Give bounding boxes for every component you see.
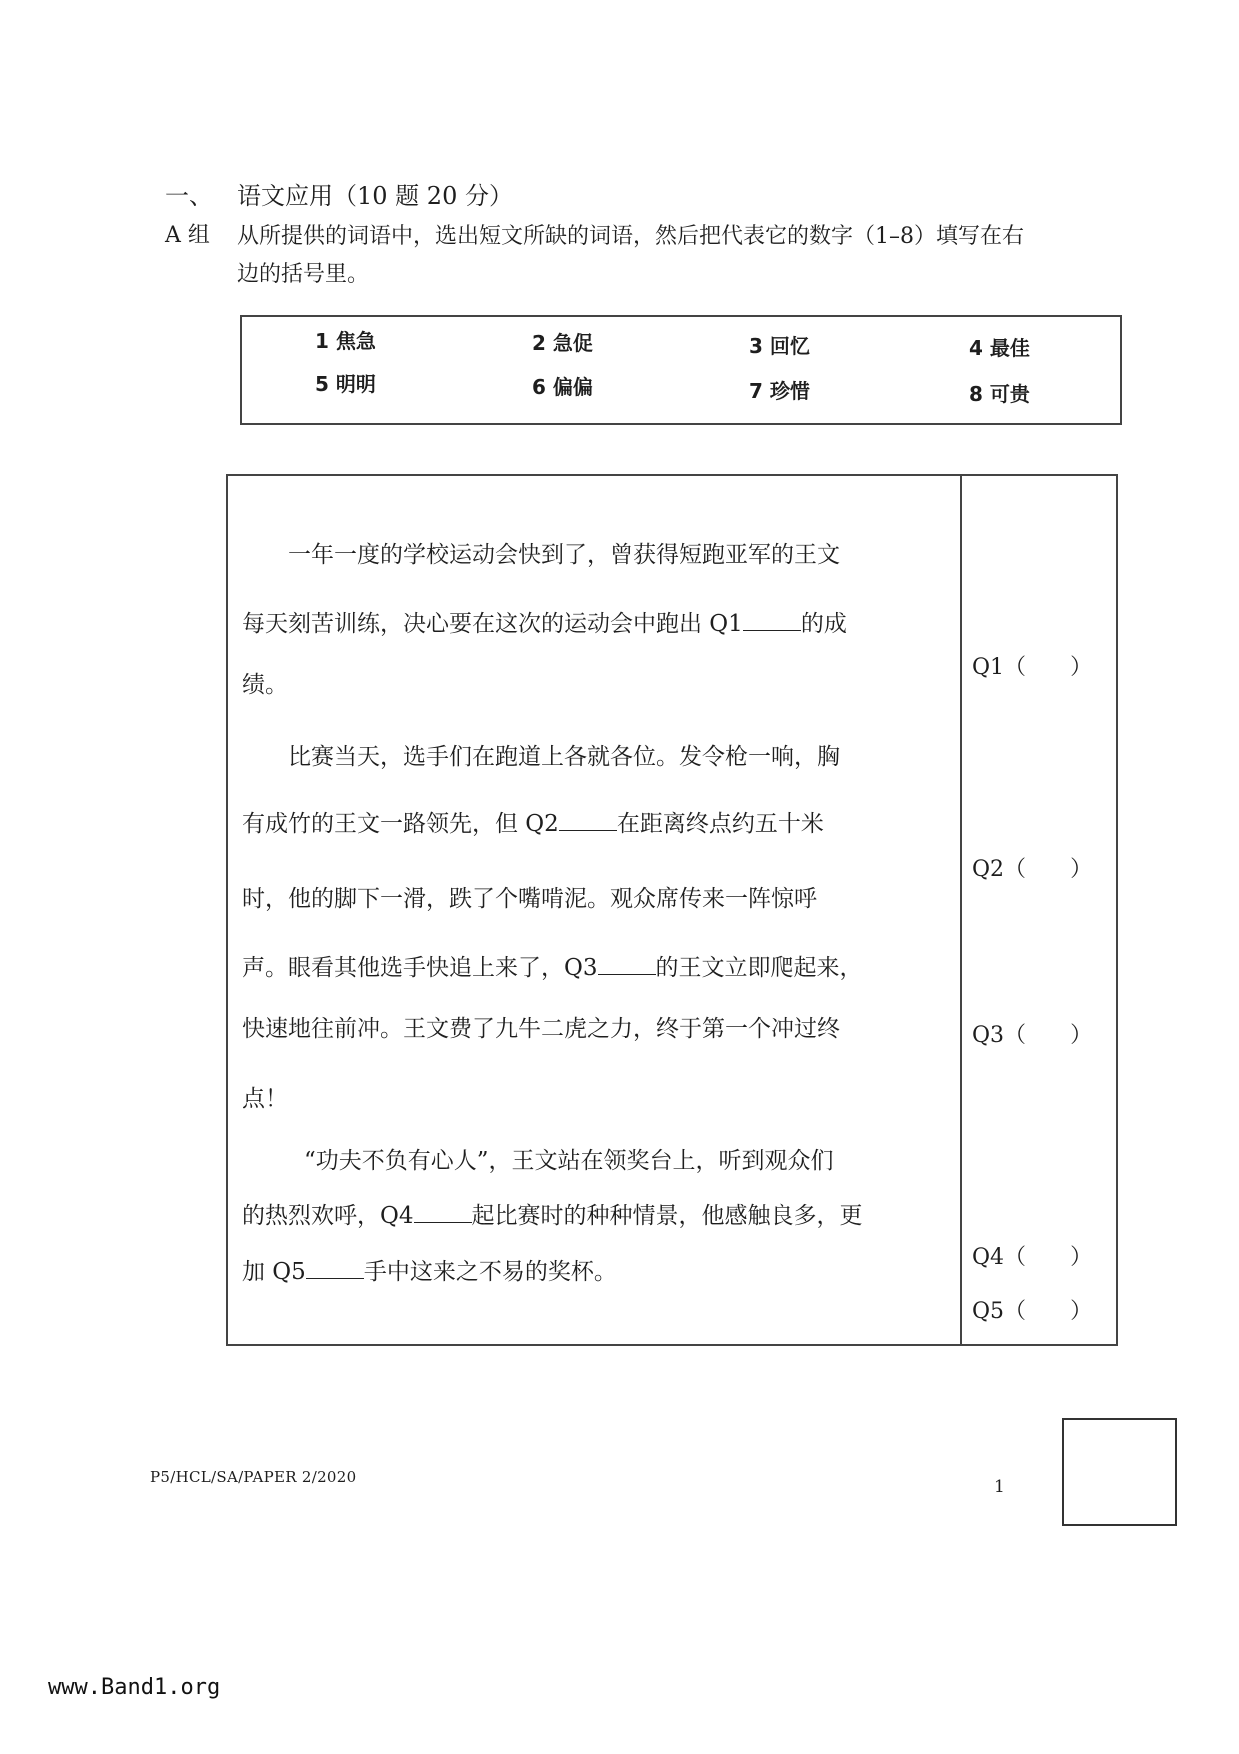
passage-text: 在距离终点约五十米 <box>616 811 824 837</box>
answer-slot-q2[interactable] <box>972 852 1092 883</box>
group-label: A 组 <box>165 223 210 248</box>
word-option: 2 急促 <box>532 331 593 355</box>
section-title <box>165 176 513 211</box>
passage-text: 的热烈欢呼，Q4 <box>242 1203 414 1229</box>
open-paren: （ <box>1004 655 1027 680</box>
passage-text: 手中这来之不易的奖杯。 <box>363 1259 617 1285</box>
passage-line: 快速地往前冲。王文费了九牛二虎之力，终于第一个冲过终 <box>242 1016 840 1042</box>
open-paren: （ <box>1004 1023 1027 1048</box>
close-paren: ） <box>1070 1023 1093 1048</box>
passage-line <box>242 610 954 637</box>
close-paren: ） <box>1070 857 1093 882</box>
instruction-text <box>237 218 1187 294</box>
passage-text: 有成竹的王文一路领先，但 Q2 <box>242 811 559 837</box>
word-option: 7 珍惜 <box>749 379 810 403</box>
question-label: Q1 <box>972 655 1005 680</box>
answer-blank <box>306 1258 364 1279</box>
passage-line <box>242 1258 954 1285</box>
answer-blank <box>414 1202 472 1223</box>
passage-text: 起比赛时的种种情景，他感触良多，更 <box>471 1203 863 1229</box>
word-option: 6 偏偏 <box>532 375 593 399</box>
answer-blank <box>559 810 617 831</box>
column-divider <box>960 476 962 1344</box>
answer-slot-q3[interactable] <box>972 1018 1092 1049</box>
page-number: 1 <box>994 1477 1005 1497</box>
paper-code: P5/HCL/SA/PAPER 2/2020 <box>150 1468 357 1486</box>
question-label: Q5 <box>972 1299 1005 1324</box>
answer-slot-q4[interactable] <box>972 1240 1092 1271</box>
close-paren: ） <box>1070 1299 1093 1324</box>
passage-line: 时，他的脚下一滑，跌了个嘴啃泥。观众席传来一阵惊呼 <box>242 886 817 912</box>
passage-text: 的王文立即爬起来， <box>655 955 863 981</box>
passage-line <box>242 810 954 837</box>
score-box[interactable] <box>1062 1418 1177 1526</box>
passage-line <box>242 954 954 981</box>
open-paren: （ <box>1004 857 1027 882</box>
passage-box <box>226 474 1118 1346</box>
question-label: Q3 <box>972 1023 1005 1048</box>
answer-slot-q1[interactable] <box>972 650 1092 681</box>
close-paren: ） <box>1070 1245 1093 1270</box>
passage-line <box>242 1202 954 1229</box>
instruction-line-2: 边的括号里。 <box>237 262 370 287</box>
passage-line: 一年一度的学校运动会快到了，曾获得短跑亚军的王文 <box>288 542 840 568</box>
open-paren: （ <box>1004 1245 1027 1270</box>
word-bank <box>240 315 1122 425</box>
close-paren: ） <box>1070 655 1093 680</box>
answer-blank <box>743 610 801 631</box>
word-option: 8 可贵 <box>969 382 1030 406</box>
passage-line: “功夫不负有心人”，王文站在领奖台上，听到观众们 <box>304 1148 834 1174</box>
answer-blank <box>598 954 656 975</box>
passage-text: 加 Q5 <box>242 1259 306 1285</box>
question-label: Q2 <box>972 857 1005 882</box>
passage-line: 点！ <box>242 1086 288 1112</box>
passage-text: 的成 <box>800 611 847 637</box>
passage-text: 声。眼看其他选手快追上来了，Q3 <box>242 955 598 981</box>
word-option: 4 最佳 <box>969 336 1030 360</box>
question-label: Q4 <box>972 1245 1005 1270</box>
passage-line: 绩。 <box>242 672 288 698</box>
passage-line: 比赛当天，选手们在跑道上各就各位。发令枪一响，胸 <box>288 744 840 770</box>
instruction-line-1: 从所提供的词语中，选出短文所缺的词语，然后把代表它的数字（1–8）填写在右 <box>237 224 1024 249</box>
word-option: 5 明明 <box>315 372 376 396</box>
word-option: 3 回忆 <box>749 334 810 358</box>
section-heading: 语文应用（10 题 20 分） <box>237 182 513 210</box>
open-paren: （ <box>1004 1299 1027 1324</box>
section-number: 一、 <box>165 182 213 210</box>
answer-slot-q5[interactable] <box>972 1294 1092 1325</box>
word-option: 1 焦急 <box>315 329 376 353</box>
passage-text: 每天刻苦训练，决心要在这次的运动会中跑出 Q1 <box>242 611 743 637</box>
watermark-text: www.Band1.org <box>48 1675 221 1700</box>
